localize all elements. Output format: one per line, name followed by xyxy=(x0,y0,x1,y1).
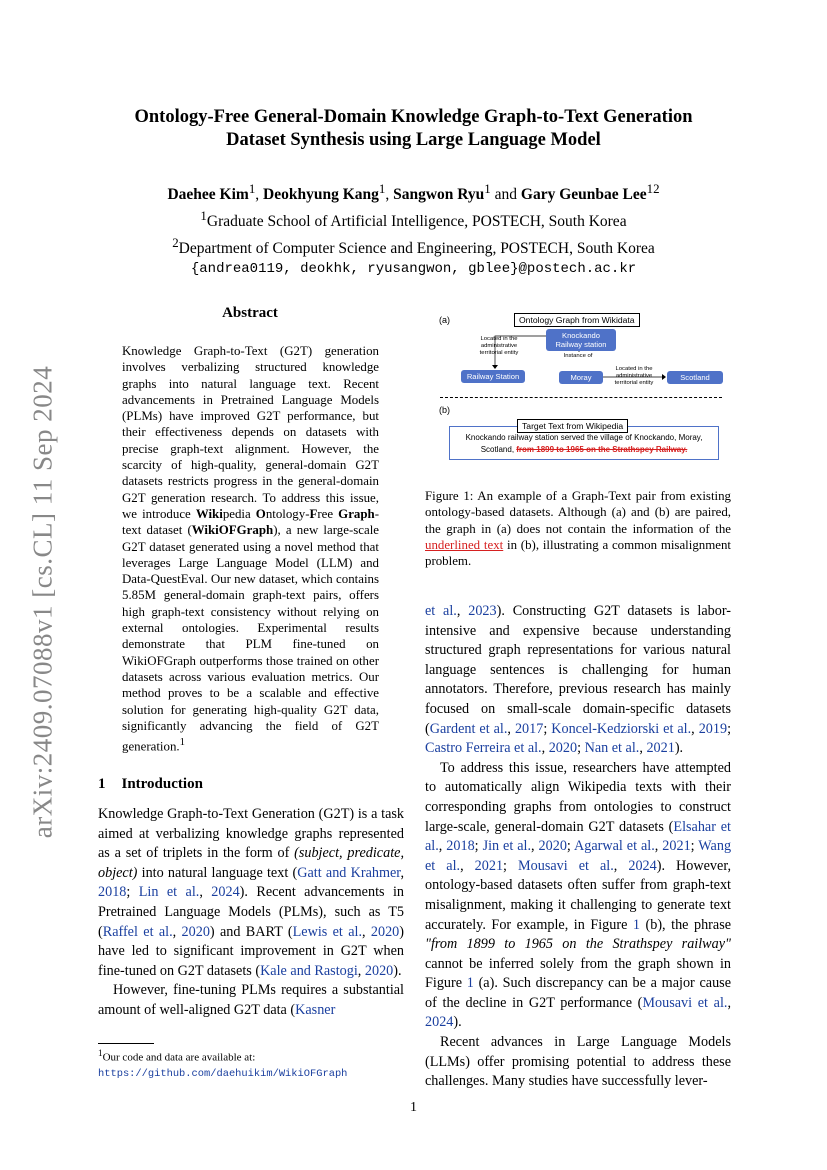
paper-title xyxy=(80,106,747,152)
citation-link[interactable]: Jin et al. xyxy=(482,838,532,855)
underlined-text-sample: underlined text xyxy=(425,537,504,552)
citation-link[interactable]: Lewis et al. xyxy=(292,923,362,940)
citation-link[interactable]: Nan et al. xyxy=(584,740,640,757)
arxiv-id: arXiv:2409.07088v1 [cs.CL] 11 Sep 2024 xyxy=(27,365,58,839)
right-column-body xyxy=(425,602,731,1092)
paragraph: However, fine-tuning PLMs requires a substantial amount of well-aligned G2T data (Kasner xyxy=(98,982,404,1018)
footnote-mark[interactable]: 1 xyxy=(179,736,185,749)
author-names: Daehee Kim$^1$, Deokhyung Kang$^1$, Sangwon Ryu$^1$ and Gary Geunbae Lee$^{12}$ xyxy=(167,181,660,204)
relation-instance-of: Instance of xyxy=(563,353,593,359)
target-text-box: Knockando railway station served the village of Knockando, Moray, Scotland, from 1899 to 1965 on the Strathspey Railway. xyxy=(449,426,719,460)
author-3: Sangwon Ryu xyxy=(393,186,485,204)
paragraph: Knowledge Graph-to-Text Generation (G2T) is a task aimed at verbalizing knowledge graphs represented as a set of triplets in the form of (subject, predicate, object) into natural language text (Gatt and Krahmer, 2018; Lin et al., 2024). Recent advancements in Pretrained Language Models (PLMs), such as T5 (Raffel et al., 2020) and BART (Lewis et al., 2020) have led to significant improvement in G2T when fine-tuned on G2T datasets (Kale and Rastogi, 2020). xyxy=(98,806,405,979)
figure-ref[interactable]: 1 xyxy=(466,975,474,992)
figure-1 xyxy=(425,305,731,475)
author-1: Daehee Kim xyxy=(167,186,249,204)
panel-divider xyxy=(440,397,722,398)
panel-label-b: (b) xyxy=(439,405,450,415)
arxiv-sidebar-stamp xyxy=(18,352,68,852)
section-heading-introduction: 1 Introduction xyxy=(98,776,203,792)
citation-link[interactable]: Gatt and Krahmer xyxy=(297,864,401,881)
affiliation-1: $^1$Graduate School of Artificial Intelligence, POSTECH, South Korea xyxy=(200,208,627,231)
node-moray: Moray xyxy=(559,371,603,384)
title-line-1: Ontology-Free General-Domain Knowledge Graph-to-Text Generation xyxy=(134,107,693,127)
title-line-2: Dataset Synthesis using Large Language Model xyxy=(226,130,601,150)
citation-link[interactable]: Raffel et al. xyxy=(102,923,173,940)
figure-caption: Figure 1: An example of a Graph-Text pair from existing ontology-based datasets. Although (a) and (b) are paired, the graph in (a) does not contain the information of the underlined text in (b), illustrating a common misalignment problem. xyxy=(425,489,731,569)
node-scotland: Scotland xyxy=(667,371,723,384)
footnote-rule xyxy=(98,1043,154,1044)
affiliation-2: $^2$Department of Computer Science and Engineering, POSTECH, South Korea xyxy=(172,235,655,258)
ontology-graph-title: Ontology Graph from Wikidata xyxy=(514,313,640,327)
author-emails: {andrea0119, deokhk, ryusangwon, gblee}@postech.ac.kr xyxy=(190,261,637,278)
relation-located-in-2: Located in the administrative territorial entity xyxy=(614,366,654,386)
node-railway-station: Railway Station xyxy=(461,370,525,383)
footnote: $^1$Our code and data are available at: https://github.com/daehuikim/WikiOFGraph xyxy=(98,1048,348,1080)
author-4: Gary Geunbae Lee xyxy=(520,186,647,204)
citation-link[interactable]: Mousavi et al. xyxy=(518,857,614,874)
citation-link[interactable]: Elsahar et al. xyxy=(425,818,732,855)
author-2: Deokhyung Kang xyxy=(263,186,379,204)
citation-link[interactable]: Wang et al. xyxy=(425,838,732,874)
dataset-name: WikiOFGraph xyxy=(191,523,274,538)
citation-link[interactable]: Gardent et al. xyxy=(429,720,508,737)
citation-link[interactable]: Lin et al. xyxy=(138,884,200,901)
target-text-title: Target Text from Wikipedia xyxy=(517,419,628,433)
author-block xyxy=(80,178,747,280)
panel-label-a: (a) xyxy=(439,315,450,325)
page-number: 1 xyxy=(410,1100,417,1115)
paragraph: Recent advances in Large Language Models (LLMs) offer promising potential to address these challenges. Many studies have successfully lever- xyxy=(425,1034,731,1090)
left-column-body xyxy=(98,805,404,1021)
paragraph: et al., 2023). Constructing G2T datasets is labor-intensive and expensive because understanding structured graph representations for various natural language sentences is challenging for human annotators. Therefore, previous research has mainly focused on small-scale domain-specific datasets (Gardent et al., 2017; Koncel-Kedziorski et al., 2019; Castro Ferreira et al., 2020; Nan et al., 2021). xyxy=(425,603,732,757)
citation-link[interactable]: Koncel-Kedziorski et al. xyxy=(551,720,692,737)
paragraph: To address this issue, researchers have attempted to automatically align Wikipedia texts with their corresponding graphs from ontologies to construct large-scale, general-domain G2T datasets (Elsahar et al., 2018; Jin et al., 2020; Agarwal et al., 2021; Wang et al., 2021; Mousavi et al., 2024). However, ontology-based datasets often suffer from graph-text misalignment, making it challenging to generate text accurately. For example, in Figure 1 (b), the phrase "from 1899 to 1965 on the Strathspey railway" cannot be inferred solely from the graph shown in Figure 1 (a). Such discrepancy can be a major cause of the decline in G2T performance (Mousavi et al., 2024). xyxy=(425,759,732,1031)
misaligned-text: from 1899 to 1965 on the Strathspey Railway. xyxy=(516,445,688,454)
abstract-heading: Abstract xyxy=(222,305,278,321)
node-knockando-station: Knockando Railway station xyxy=(546,329,616,351)
figure-ref[interactable]: 1 xyxy=(632,916,640,933)
citation-link[interactable]: Agarwal et al. xyxy=(574,838,655,855)
abstract-text: Knowledge Graph-to-Text (G2T) generation involves verbalizing structured knowledge graphs into natural language text. Recent advancements in Pretrained Language Models (PLMs) have improved G2T performance, but their effectiveness depends on datasets with precise graph-text alignment. However, the scarcity of high-quality, general-domain G2T datasets restricts progress in the general-domain G2T generation research. To address this issue, we introduce Wikipedia Ontology-Free Graph-text dataset (WikiOFGraph), a new large-scale G2T dataset generated using a novel method that leverages Large Language Model (LLM) and Data-QuestEval. Our new dataset, which contains 5.85M general-domain graph-text pairs, offers high graph-text consistency without relying on external ontologies. Experimental results demonstrate that PLM fine-tuned on WikiOFGraph outperforms those trained on other datasets across various evaluation metrics. Our method proves to be a scalable and effective solution for generating high-quality G2T data, significantly advancing the field of G2T generation.$^1$ xyxy=(122,344,380,754)
repo-link[interactable]: https://github.com/daehuikim/WikiOFGraph xyxy=(98,1067,348,1080)
citation-link[interactable]: Mousavi et al. xyxy=(642,994,728,1011)
citation-link[interactable]: Castro Ferreira et al. xyxy=(425,740,542,757)
citation-link[interactable]: Kale and Rastogi xyxy=(260,962,358,979)
relation-located-in: Located in the administrative territorial entity xyxy=(479,336,519,356)
citation-link[interactable]: Kasner xyxy=(295,1001,336,1018)
